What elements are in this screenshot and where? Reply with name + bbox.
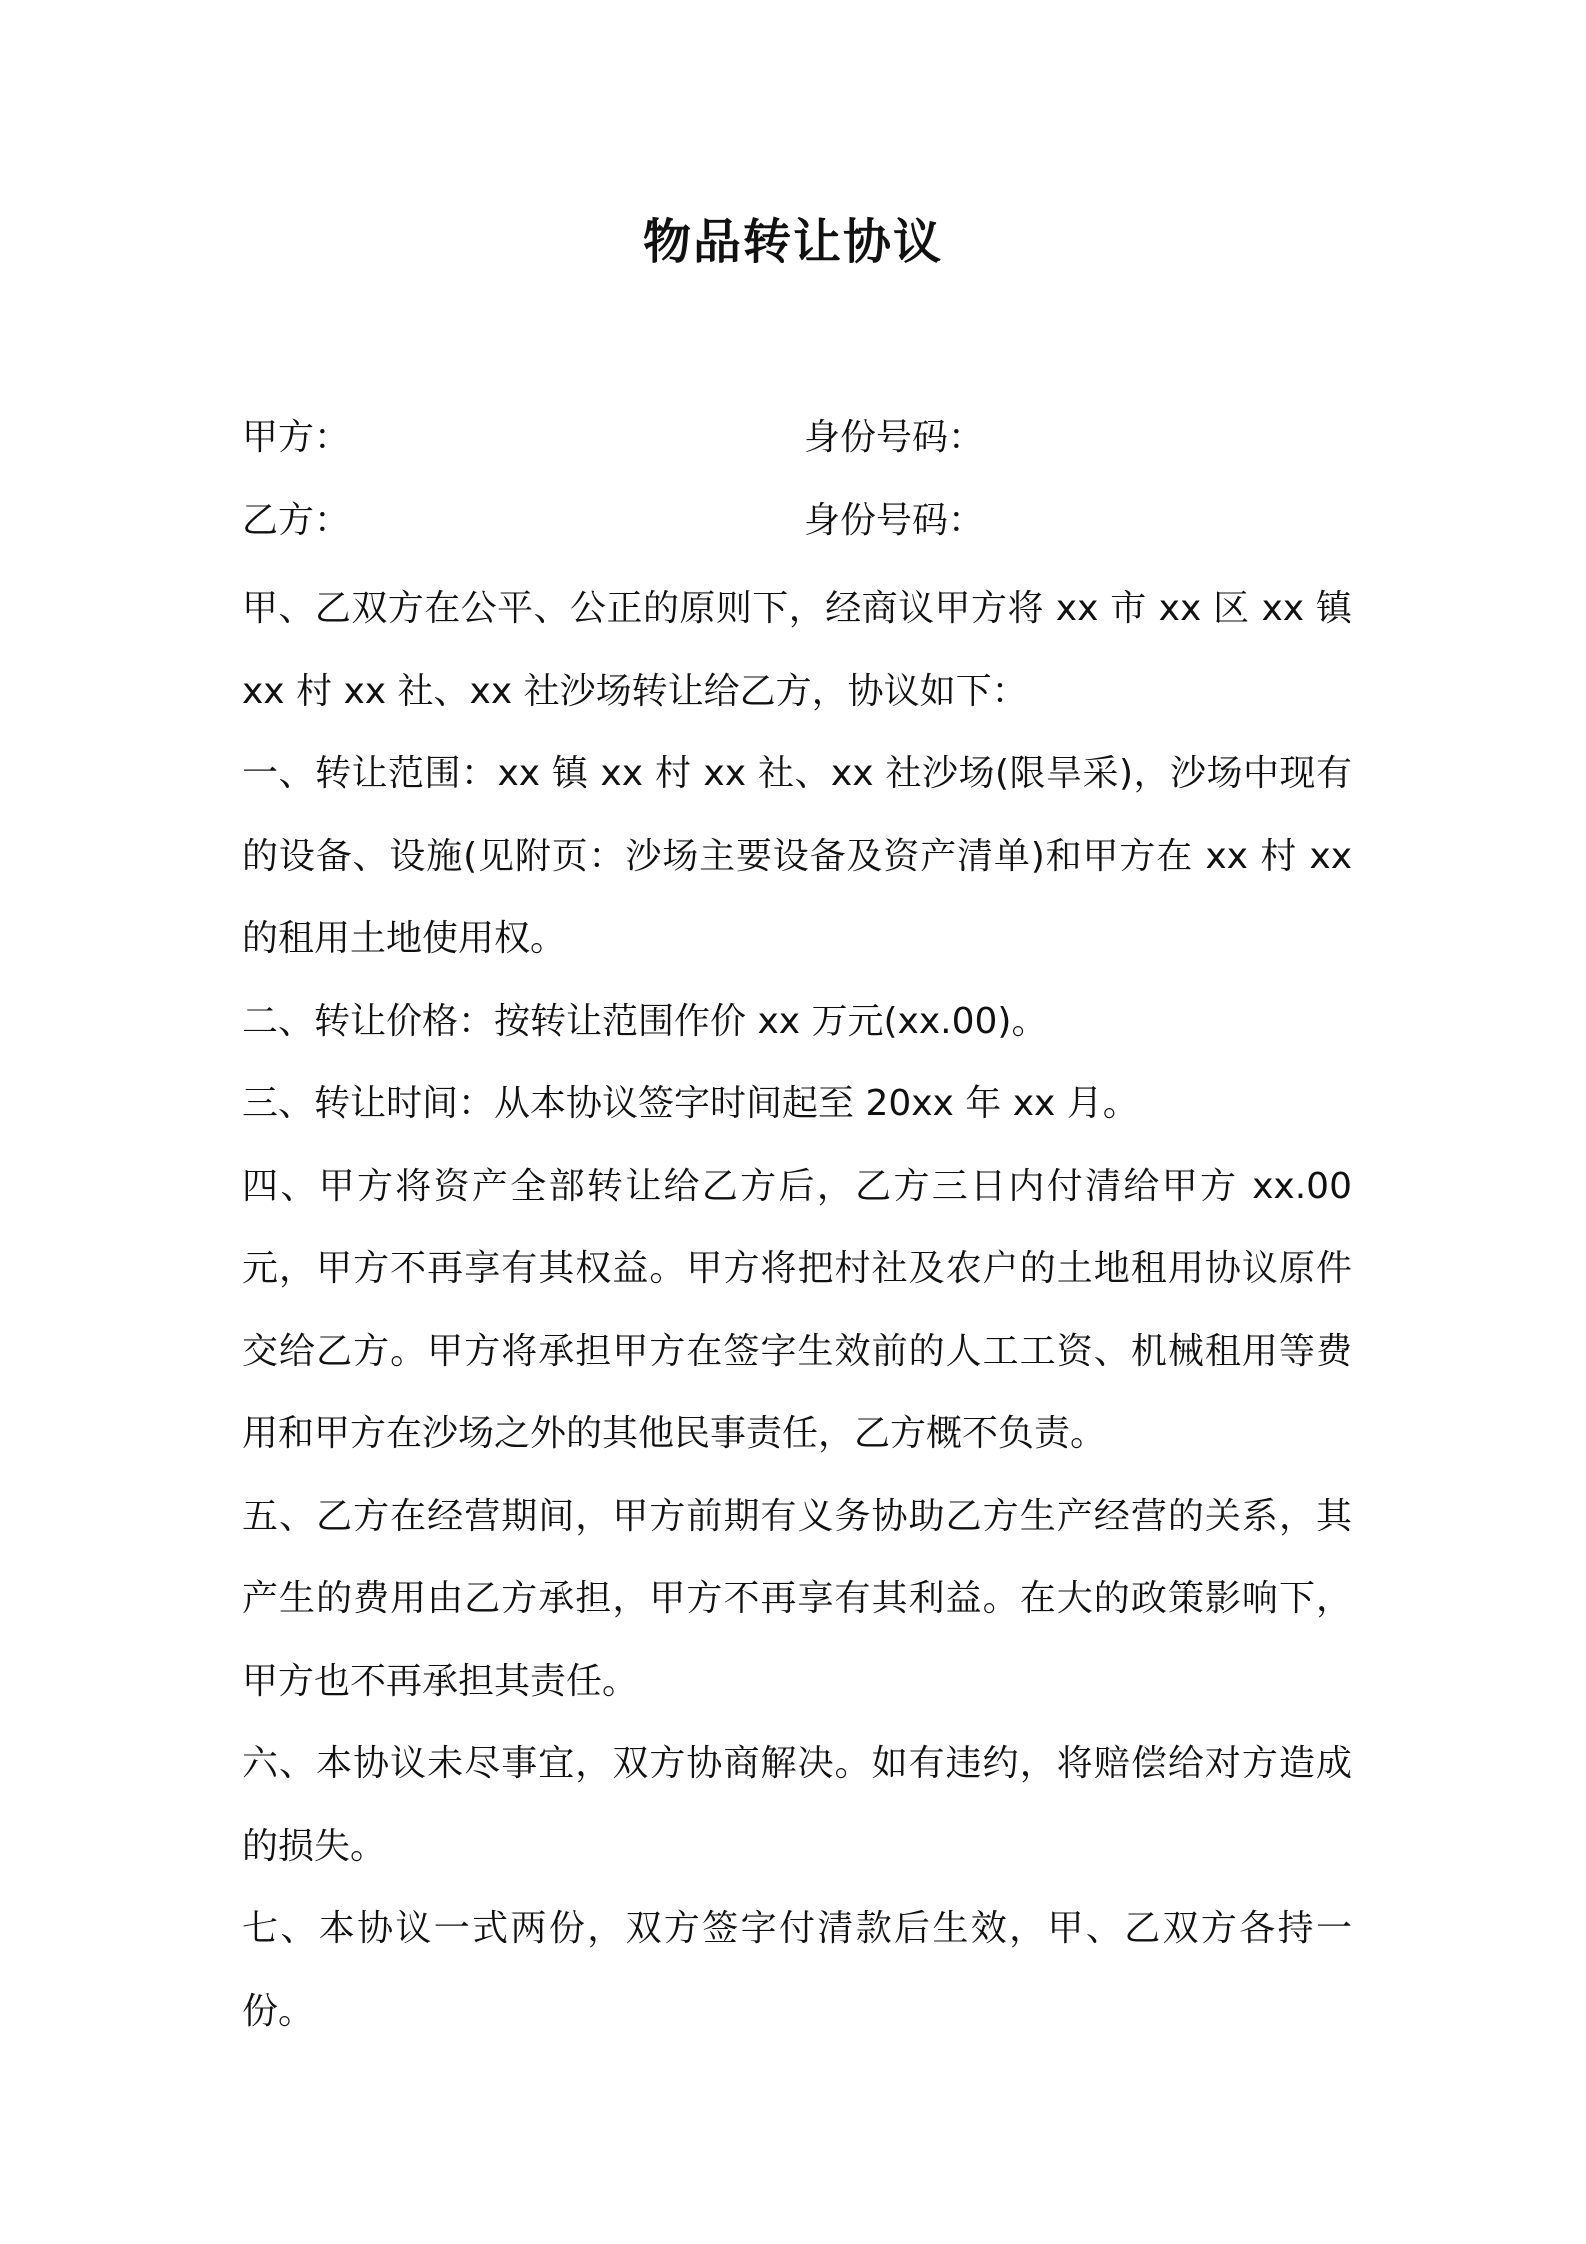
clause-6-disputes: 六、本协议未尽事宜，双方协商解决。如有违约，将赔偿给对方造成的损失。 bbox=[242, 1743, 1352, 1867]
clause-3-time: 三、转让时间：从本协议签字时间起至 20xx 年 xx 月。 bbox=[242, 1083, 1139, 1124]
clause-1-scope: 一、转让范围：xx 镇 xx 村 xx 社、xx 社沙场(限旱采)，沙场中现有的设备、设施(见附页：沙场主要设备及资产清单)和甲方在 xx 村 xx 的租用土地使用权。 bbox=[242, 753, 1352, 959]
party-a-row bbox=[242, 413, 1352, 463]
intro-paragraph: 甲、乙双方在公平、公正的原则下，经商议甲方将 xx 市 xx 区 xx 镇 xx 村 xx 社、xx 社沙场转让给乙方，协议如下： bbox=[242, 588, 1352, 712]
agreement-body bbox=[242, 568, 1352, 2053]
clause-5-operation: 五、乙方在经营期间，甲方前期有义务协助乙方生产经营的关系，其产生的费用由乙方承担，甲方不再享有其利益。在大的政策影响下，甲方也不再承担其责任。 bbox=[242, 1495, 1352, 1702]
clause-2-price: 二、转让价格：按转让范围作价 xx 万元(xx.00)。 bbox=[242, 1000, 1048, 1042]
party-a-id-label: 身份号码： bbox=[804, 417, 985, 458]
document-title: 物品转让协议 bbox=[642, 214, 943, 270]
party-a-label: 甲方： bbox=[242, 417, 351, 458]
party-b-id-label: 身份号码： bbox=[804, 500, 985, 541]
clause-4-payment: 四、甲方将资产全部转让给乙方后，乙方三日内付清给甲方 xx.00 元，甲方不再享有其权益。甲方将把村社及农户的土地租用协议原件交给乙方。甲方将承担甲方在签字生效前的人工工资、机械租用等费用和甲方在沙场之外的其他民事责任，乙方概不负责。 bbox=[242, 1165, 1352, 1454]
party-b-label: 乙方： bbox=[242, 500, 351, 541]
party-b-row bbox=[242, 496, 1352, 546]
clause-7-copies: 七、本协议一式两份，双方签字付清款后生效，甲、乙双方各持一份。 bbox=[242, 1908, 1352, 2032]
